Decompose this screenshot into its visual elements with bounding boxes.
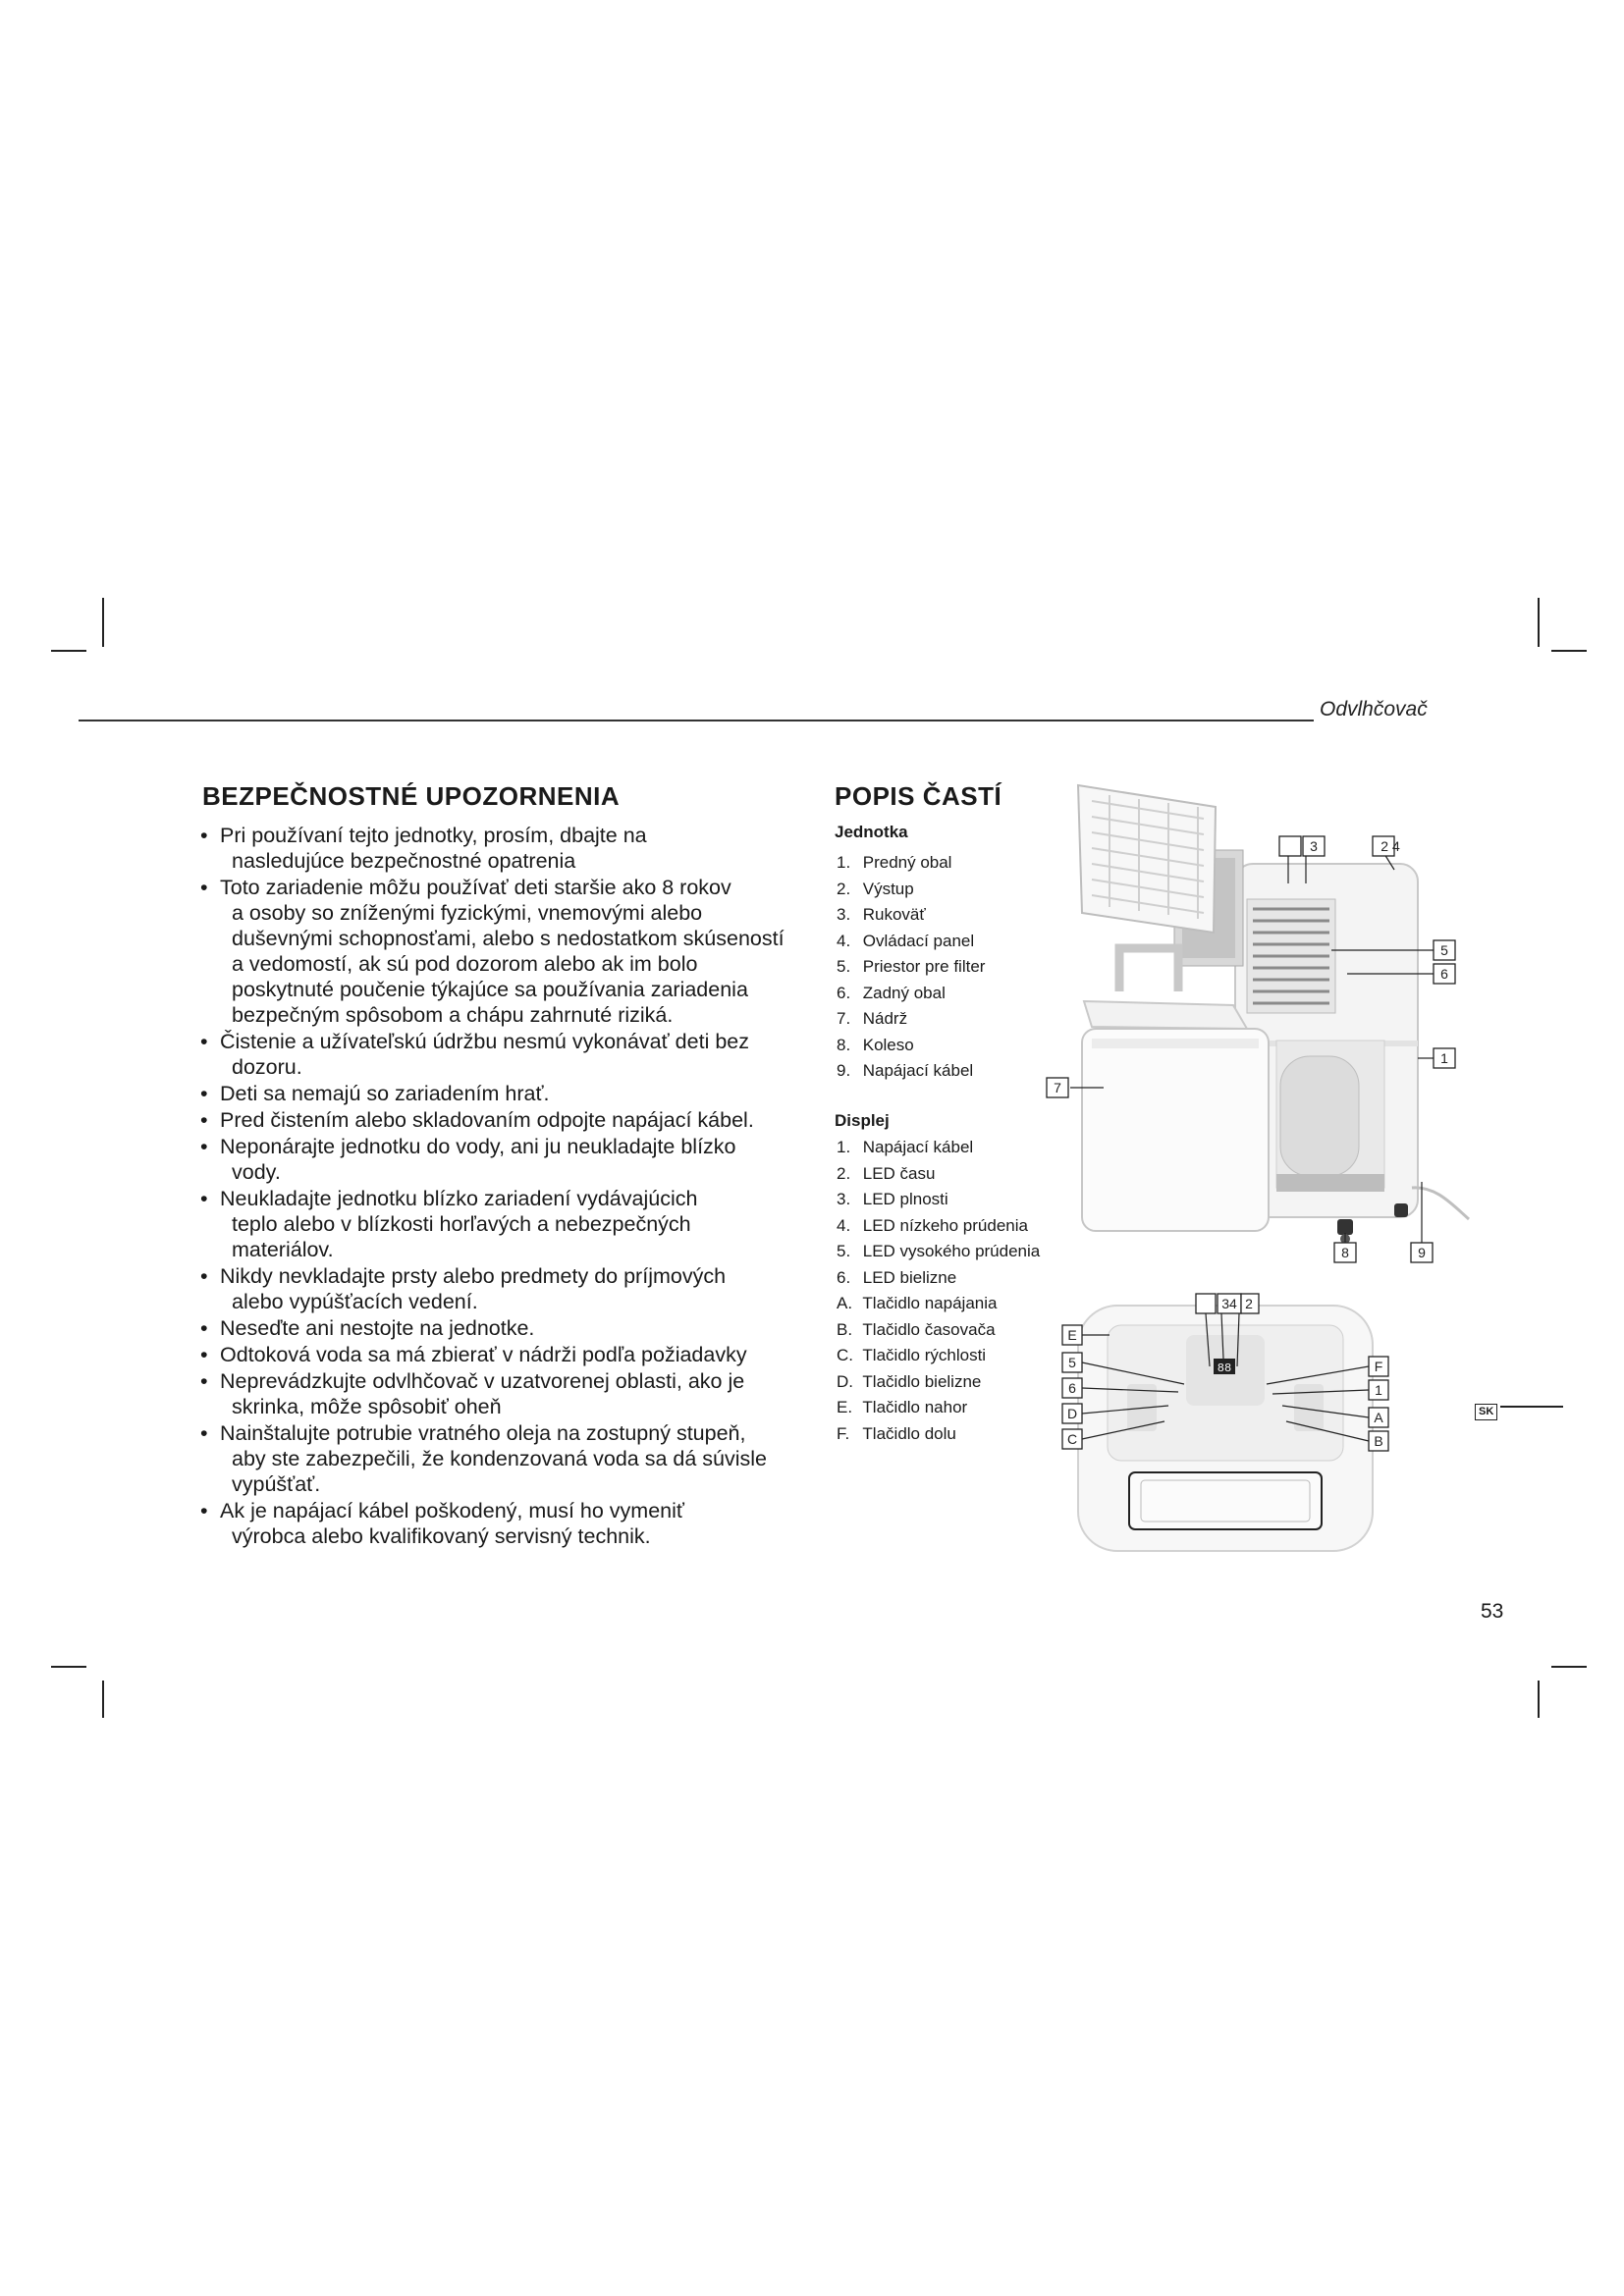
safety-item-line: • Ak je napájací kábel poškodený, musí ho vymeniť (220, 1499, 684, 1522)
safety-item-line: poskytnuté poučenie týkajúce sa používania zariadenia (232, 978, 748, 1001)
parts-item-number: 7. (837, 1009, 851, 1028)
svg-text:2 4: 2 4 (1380, 838, 1400, 854)
callout-display-A (1369, 1408, 1388, 1427)
svg-text:B: B (1374, 1433, 1383, 1449)
safety-item-line: teplo alebo v blízkosti horľavých a nebezpečných (232, 1212, 691, 1236)
parts-item-number: 4. (837, 931, 851, 950)
safety-item-line: aby ste zabezpečili, že kondenzovaná voda sa dá súvisle (232, 1447, 768, 1470)
svg-text:C: C (1066, 1431, 1078, 1447)
safety-item-line: vody. (232, 1160, 281, 1184)
callout-unit-2-4 (1373, 836, 1400, 856)
svg-text:5: 5 (1440, 942, 1448, 958)
svg-text:5: 5 (1068, 1355, 1076, 1370)
parts-item-label: Tlačidlo rýchlosti (862, 1346, 987, 1364)
callout-display-D (1062, 1404, 1082, 1423)
safety-item-line: duševnými schopnosťami, alebo s nedostatkom skúseností (232, 927, 785, 950)
parts-item-number: B. (837, 1319, 853, 1339)
parts-item-number: A. (837, 1294, 853, 1312)
svg-text:A: A (1374, 1410, 1383, 1425)
callout-display-6 (1062, 1378, 1082, 1398)
parts-item-label: Tlačidlo nahor (862, 1398, 968, 1416)
parts-item-label: Predný obal (862, 853, 952, 872)
safety-item-line: bezpečným spôsobom a chápu zahrnuté riziká. (232, 1003, 674, 1027)
parts-item-number: 1. (837, 853, 851, 872)
safety-item-line: • Neseďte ani nestojte na jednotke. (220, 1316, 535, 1340)
safety-item-line: nasledujúce bezpečnostné opatrenia (232, 849, 576, 873)
svg-text:E: E (1067, 1327, 1077, 1343)
callout-display-blank (1196, 1294, 1216, 1313)
parts-item-number: F. (837, 1423, 850, 1443)
safety-item-line: • Neukladajte jednotku blízko zariadení vydávajúcich (220, 1187, 698, 1210)
svg-text:3: 3 (1310, 838, 1318, 854)
callout-unit-5 (1434, 940, 1455, 960)
callout-display-1 (1369, 1380, 1388, 1400)
parts-item-label: Tlačidlo dolu (862, 1423, 956, 1443)
safety-item-line: • Odtoková voda sa má zbierať v nádrži podľa požiadavky (220, 1343, 747, 1366)
safety-item-line: materiálov. (232, 1238, 334, 1261)
svg-text:88: 88 (1217, 1362, 1232, 1375)
parts-item-number: 4. (837, 1215, 851, 1235)
parts-item-label: LED času (862, 1163, 936, 1183)
safety-item-line: a osoby so zníženými fyzickými, vnemovými alebo (232, 901, 703, 925)
parts-item-label: Nádrž (862, 1009, 908, 1028)
parts-item-number: 9. (837, 1061, 851, 1080)
parts-item-number: 2. (837, 879, 851, 898)
safety-item-line: • Pred čistením alebo skladovaním odpojte napájací kábel. (220, 1108, 754, 1132)
svg-text:8: 8 (1341, 1245, 1349, 1260)
safety-item-line: • Toto zariadenie môžu používať deti staršie ako 8 rokov (220, 876, 731, 899)
parts-item-label: Priestor pre filter (862, 957, 986, 976)
callout-unit-6 (1434, 964, 1455, 984)
parts-title: POPIS ČASTÍ (835, 781, 1002, 811)
svg-text:9: 9 (1418, 1245, 1426, 1260)
svg-text:2: 2 (1245, 1296, 1253, 1311)
callout-unit-blank (1279, 836, 1301, 856)
parts-item-label: Ovládací panel (862, 931, 975, 950)
callout-unit-3 (1303, 836, 1325, 856)
parts-item-number: D. (837, 1371, 853, 1391)
display-subtitle: Displej (835, 1111, 890, 1130)
parts-item-label: Tlačidlo časovača (862, 1319, 996, 1339)
callout-display-E (1062, 1325, 1082, 1345)
callout-display-5 (1062, 1353, 1082, 1372)
safety-item-line: alebo vypúšťacích vedení. (232, 1290, 478, 1313)
parts-item-number: 6. (837, 983, 851, 1002)
safety-item-line: • Pri používaní tejto jednotky, prosím, dbajte na (220, 824, 647, 847)
parts-item-label: Rukoväť (862, 905, 926, 924)
safety-title: BEZPEČNOSTNÉ UPOZORNENIA (202, 781, 621, 811)
callout-unit-1 (1434, 1048, 1455, 1068)
parts-item-label: Koleso (862, 1035, 914, 1054)
unit-subtitle: Jednotka (835, 823, 908, 841)
language-tab-rule (1500, 1406, 1563, 1408)
svg-text:6: 6 (1440, 966, 1448, 982)
callout-unit-7 (1047, 1078, 1068, 1097)
parts-item-number: 8. (837, 1035, 851, 1054)
parts-item-number: 5. (837, 957, 851, 976)
parts-item-label: Výstup (862, 879, 914, 898)
parts-item-number: 5. (837, 1242, 851, 1260)
safety-item-line: • Nainštalujte potrubie vratného oleja na zostupný stupeň, (220, 1421, 746, 1445)
callout-display-C (1062, 1429, 1082, 1449)
parts-item-number: 1. (837, 1138, 851, 1156)
safety-item-line: • Deti sa nemajú so zariadením hrať. (220, 1082, 550, 1105)
parts-item-label: Tlačidlo bielizne (862, 1371, 982, 1391)
callout-display-F (1369, 1357, 1388, 1376)
safety-item-line: a vedomostí, ak sú pod dozorom alebo ak im bolo (232, 952, 698, 976)
callout-unit-9 (1411, 1243, 1433, 1262)
svg-text:1: 1 (1440, 1050, 1448, 1066)
svg-text:1: 1 (1375, 1382, 1382, 1398)
svg-text:F: F (1374, 1359, 1383, 1374)
callout-display-B (1369, 1431, 1388, 1451)
safety-item-line: • Neprevádzkujte odvlhčovač v uzatvorenej oblasti, ako je (220, 1369, 745, 1393)
safety-item-line: výrobca alebo kvalifikovaný servisný technik. (232, 1524, 651, 1548)
safety-item-line: • Neponárajte jednotku do vody, ani ju neukladajte blízko (220, 1135, 736, 1158)
parts-item-label: LED vysokého prúdenia (862, 1242, 1041, 1260)
safety-item-line: skrinka, môže spôsobiť oheň (232, 1395, 502, 1418)
parts-item-label: LED plnosti (862, 1190, 948, 1208)
parts-item-label: Napájací kábel (862, 1138, 974, 1156)
parts-item-number: E. (837, 1398, 853, 1416)
parts-item-number: 2. (837, 1163, 851, 1183)
callout-display-2 (1241, 1294, 1259, 1313)
safety-item-line: • Nikdy nevkladajte prsty alebo predmety do príjmových (220, 1264, 727, 1288)
page-number: 53 (1481, 1600, 1504, 1623)
running-header: Odvlhčovač (1320, 698, 1428, 721)
parts-item-label: LED nízkeho prúdenia (862, 1215, 1028, 1235)
callout-display-34 (1218, 1294, 1241, 1313)
svg-text:D: D (1066, 1406, 1078, 1421)
parts-item-label: Tlačidlo napájania (862, 1294, 998, 1312)
dehumidifier-illustration (1070, 785, 1469, 1244)
safety-item-line: vypúšťať. (232, 1472, 321, 1496)
parts-item-label: Zadný obal (862, 983, 946, 1002)
svg-text:6: 6 (1068, 1380, 1076, 1396)
parts-item-label: LED bielizne (862, 1267, 957, 1287)
parts-item-number: C. (837, 1346, 853, 1364)
parts-item-number: 3. (837, 905, 851, 924)
parts-item-label: Napájací kábel (862, 1061, 974, 1080)
language-tab: SK (1475, 1404, 1497, 1420)
svg-text:34: 34 (1221, 1296, 1237, 1311)
callout-unit-8 (1334, 1243, 1356, 1262)
safety-item-line: dozoru. (232, 1055, 302, 1079)
parts-item-number: 3. (837, 1190, 851, 1208)
svg-text:7: 7 (1054, 1080, 1061, 1095)
control-panel-illustration (1078, 1306, 1373, 1551)
parts-item-number: 6. (837, 1267, 851, 1287)
safety-item-line: • Čistenie a užívateľskú údržbu nesmú vykonávať deti bez (220, 1030, 749, 1053)
